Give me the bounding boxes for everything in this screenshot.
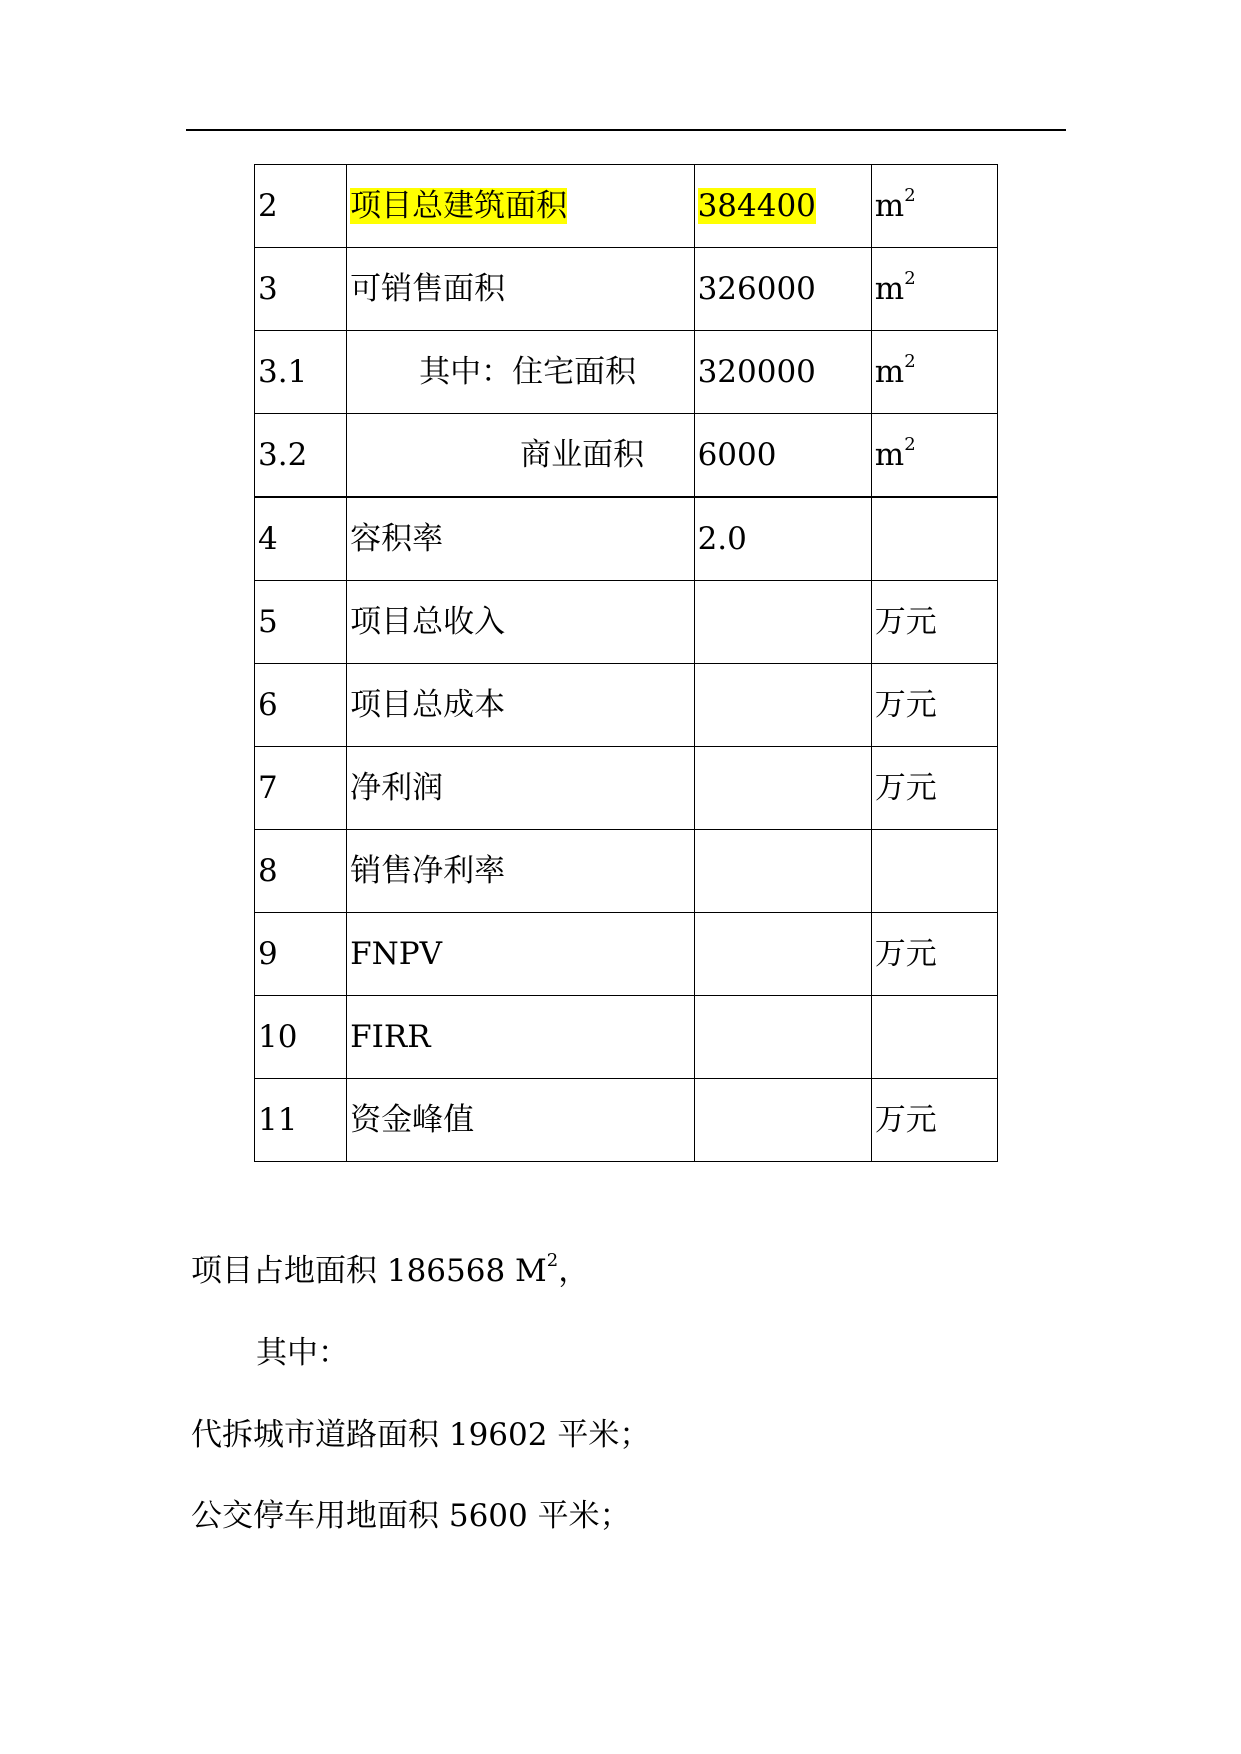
row-name: 其中：住宅面积 — [347, 331, 694, 414]
row-unit: 万元 — [871, 747, 997, 830]
metrics-table — [254, 164, 998, 1162]
paragraph-among: 其中： — [256, 1335, 349, 1371]
row-value — [694, 747, 871, 830]
row-unit: 万元 — [871, 913, 997, 996]
table-row — [255, 497, 998, 581]
row-unit — [871, 165, 997, 248]
row-name: FIRR — [347, 996, 694, 1079]
row-name: 项目总收入 — [347, 581, 694, 664]
row-name: 项目总成本 — [347, 664, 694, 747]
row-number: 7 — [255, 747, 347, 830]
land-area-text: 项目占地面积 186568 M — [191, 1253, 547, 1289]
row-value — [694, 165, 871, 248]
row-number: 3.2 — [255, 414, 347, 498]
table-row — [255, 996, 998, 1079]
row-name — [347, 165, 694, 248]
row-unit — [871, 830, 997, 913]
unit-superscript: 2 — [904, 350, 916, 372]
table-row — [255, 664, 998, 747]
unit-base: m — [874, 270, 905, 307]
row-name: 销售净利率 — [347, 830, 694, 913]
row-number: 11 — [255, 1079, 347, 1162]
row-number: 6 — [255, 664, 347, 747]
row-value: 320000 — [694, 331, 871, 414]
row-unit: 万元 — [871, 1079, 997, 1162]
row-number: 4 — [255, 497, 347, 581]
row-value — [694, 913, 871, 996]
paragraph-bus-parking-area: 公交停车用地面积 5600 平米； — [191, 1498, 631, 1534]
row-name: 容积率 — [347, 497, 694, 581]
row-unit: 万元 — [871, 581, 997, 664]
row-number: 8 — [255, 830, 347, 913]
land-area-tail: ， — [558, 1253, 590, 1289]
row-name: FNPV — [347, 913, 694, 996]
row-number: 2 — [255, 165, 347, 248]
table-row — [255, 331, 998, 414]
row-unit: 万元 — [871, 664, 997, 747]
row-value — [694, 1079, 871, 1162]
table-row — [255, 581, 998, 664]
row-unit — [871, 331, 997, 414]
unit-base: m — [874, 353, 905, 390]
table-row — [255, 747, 998, 830]
unit-superscript: 2 — [904, 433, 916, 455]
row-value — [694, 830, 871, 913]
row-value — [694, 581, 871, 664]
header-rule — [186, 129, 1066, 131]
row-value — [694, 996, 871, 1079]
row-value: 6000 — [694, 414, 871, 498]
table-row — [255, 414, 998, 498]
row-number: 3 — [255, 248, 347, 331]
row-name: 可销售面积 — [347, 248, 694, 331]
unit-base: m — [874, 187, 905, 224]
row-number: 5 — [255, 581, 347, 664]
unit-base: m — [874, 436, 905, 473]
row-value — [694, 664, 871, 747]
table-row — [255, 830, 998, 913]
table-row — [255, 913, 998, 996]
land-area-superscript: 2 — [546, 1250, 559, 1271]
row-name: 净利润 — [347, 747, 694, 830]
row-unit — [871, 414, 997, 498]
paragraph-road-area: 代拆城市道路面积 19602 平米； — [191, 1417, 651, 1453]
paragraph-land-area — [191, 1250, 590, 1289]
table-row — [255, 1079, 998, 1162]
table-row — [255, 248, 998, 331]
row-name: 资金峰值 — [347, 1079, 694, 1162]
row-unit — [871, 248, 997, 331]
row-number: 3.1 — [255, 331, 347, 414]
row-value: 326000 — [694, 248, 871, 331]
row-name: 商业面积 — [347, 414, 694, 498]
row-number: 10 — [255, 996, 347, 1079]
row-value: 2.0 — [694, 497, 871, 581]
table-row — [255, 165, 998, 248]
row-unit — [871, 497, 997, 581]
row-number: 9 — [255, 913, 347, 996]
unit-superscript: 2 — [904, 184, 916, 206]
highlighted-text: 384400 — [697, 187, 816, 224]
row-unit — [871, 996, 997, 1079]
unit-superscript: 2 — [904, 267, 916, 289]
highlighted-text: 项目总建筑面积 — [350, 187, 568, 224]
